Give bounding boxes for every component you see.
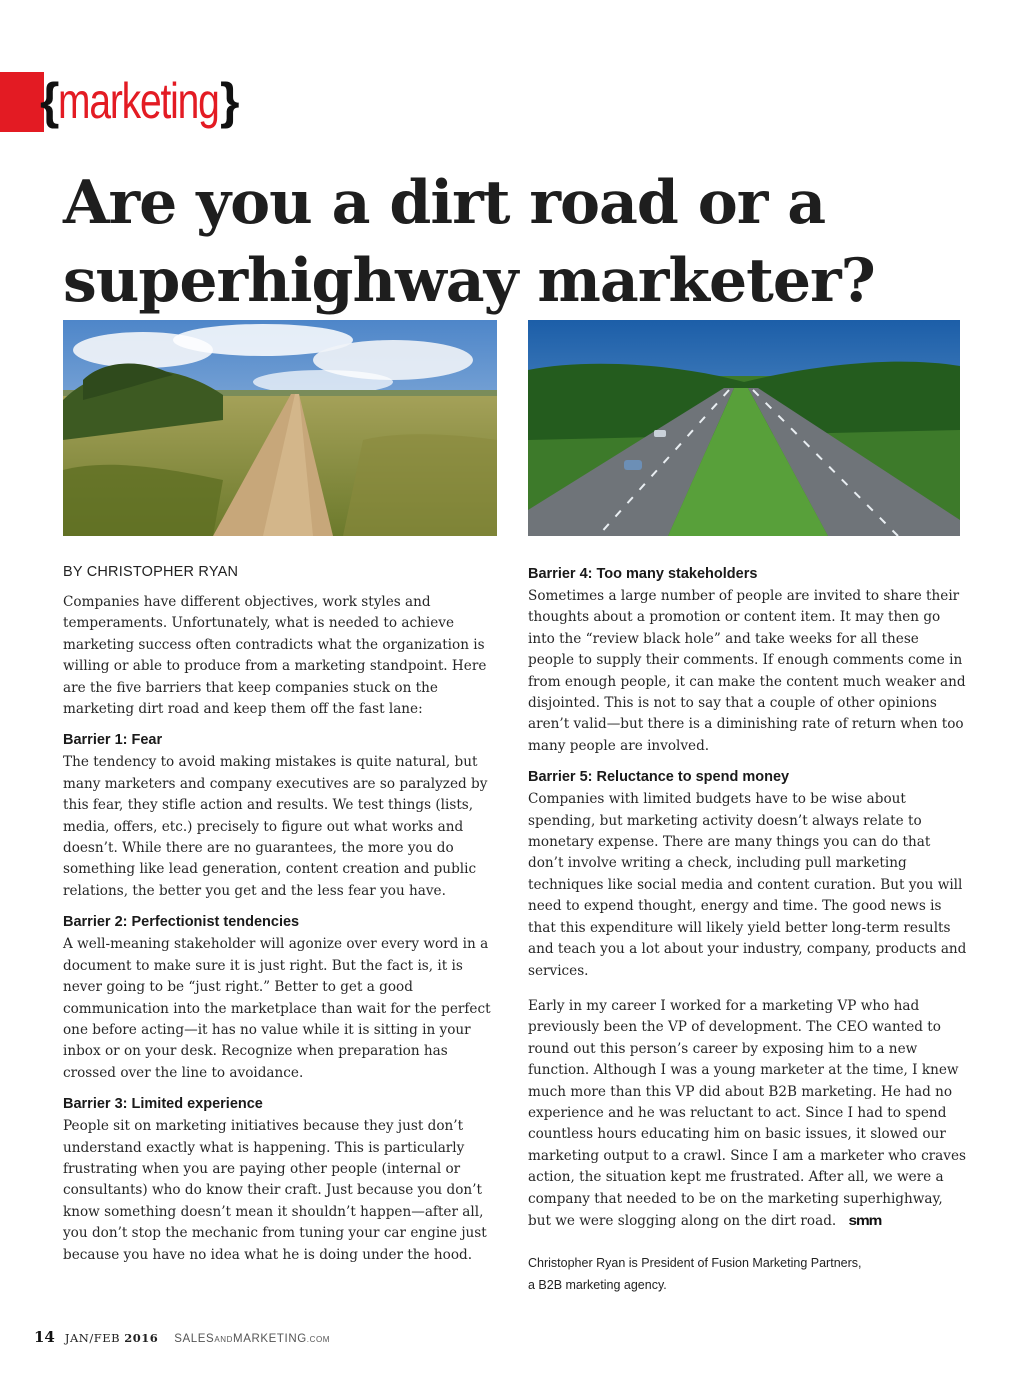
section-color-tab (0, 72, 44, 132)
pub-and: AND (214, 1335, 234, 1344)
page-number: 14 (34, 1328, 55, 1346)
byline: BY CHRISTOPHER RYAN (63, 564, 239, 580)
barrier-5-text: Companies with limited budgets have to be wise about spending, but marketing activity doesn’t always relate to monetary expense. There are many things you can do that don’t involve writing a check, including pull marketing techniques like social media and content curation. But you will need to expend thought, energy and time. The good news is that this expenditure will likely yield better long-term results and teach you a lot about your industry, company, products and services. (528, 791, 967, 979)
section-label (40, 66, 238, 136)
barrier-3-heading: Barrier 3: Limited experience (63, 1096, 263, 1113)
closing-paragraph (528, 996, 968, 1232)
barrier-5-heading: Barrier 5: Reluctance to spend money (528, 769, 790, 786)
highway-photo (528, 320, 960, 536)
section-name: marketing (57, 73, 219, 129)
issue-date (65, 1331, 158, 1345)
section-open-bracket: { (40, 73, 58, 129)
section-close-bracket: } (220, 73, 238, 129)
dirt-road-photo (63, 320, 497, 536)
barrier-4-text: Sometimes a large number of people are invited to share their thoughts about a promotion or content item. It may then go into the “review black hole” and take weeks for all these people to supply their comments. If enough comments come in from enough people, it can make the content much weaker and disjointed. This is not to say that a couple of other opinions aren’t valid—but there is a diminishing rate of return when too many people are involved. (528, 588, 966, 754)
pub-marketing: MARKETING (233, 1333, 307, 1345)
barrier-3-text: People sit on marketing initiatives because they just don’t understand exactly what is happening. This is particularly frustrating when you are paying other people (internal or consultants) who do know their craft. Just because you don’t know something doesn’t mean it shouldn’t happen—after all, you don’t stop the mechanic from tuning your car engine just because you have no idea what he is doing under the hood. (63, 1118, 487, 1263)
author-bio-line-2: a B2B marketing agency. (528, 1278, 667, 1293)
page-footer (34, 1328, 330, 1346)
pub-sales: SALES (174, 1333, 215, 1345)
author-bio-line-1: Christopher Ryan is President of Fusion Marketing Partners, (528, 1256, 862, 1271)
right-column (528, 564, 968, 1296)
barrier-2-text: A well-meaning stakeholder will agonize over every word in a document to make sure it is just right. But the fact is, it is never going to be “just right.” Better to get a good communication into the marketplace than wait for the perfect one before acting—it has no value while it is sitting in your inbox or on your desk. Recognize when preparation has crossed over the line to avoidance. (63, 936, 491, 1081)
barrier-1-text: The tendency to avoid making mistakes is quite natural, but many marketers and company executives are so paralyzed by this fear, they stifle action and results. We test things (lists, media, offers, etc.) precisely to figure out what works and doesn’t. While there are no guarantees, the more you do something like lead generation, content creation and public relations, the better you get and the less fear you have. (63, 754, 488, 899)
publication-url (174, 1333, 330, 1345)
author-bio (528, 1252, 968, 1296)
barrier-1-heading: Barrier 1: Fear (63, 732, 163, 749)
pub-com: .COM (306, 1335, 331, 1344)
issue-month: JAN/FEB (64, 1331, 121, 1345)
issue-year: 2016 (124, 1331, 159, 1345)
closing-text: Early in my career I worked for a marketing VP who had previously been the VP of development. The CEO wanted to round out this person’s career by exposing him to a new function. Although I was a young marketer at the time, I knew much more than this VP did about B2B marketing. He had no experience and he was reluctant to act. Since I had to spend countless hours educating him on basic issues, it slowed our marketing output to a crawl. Since I am a marketer who craves action, the situation kept me frustrated. After all, we were a company that needed to be on the marketing superhighway, but we were slogging along on the dirt road. (528, 997, 966, 1229)
intro-paragraph: Companies have different objectives, work styles and temperaments. Unfortunately, what is needed to achieve marketing success often contradicts what the organization is willing or able to produce from a marketing standpoint. Here are the five barriers that keep companies stuck on the marketing dirt road and keep them off the fast lane: (63, 594, 487, 718)
barrier-2-heading: Barrier 2: Perfectionist tendencies (63, 914, 300, 931)
article-headline: Are you a dirt road or a superhighway marketer? (63, 168, 875, 316)
left-column (63, 564, 503, 1266)
barrier-4-heading: Barrier 4: Too many stakeholders (528, 566, 758, 582)
smm-end-mark: smm (848, 1211, 882, 1228)
